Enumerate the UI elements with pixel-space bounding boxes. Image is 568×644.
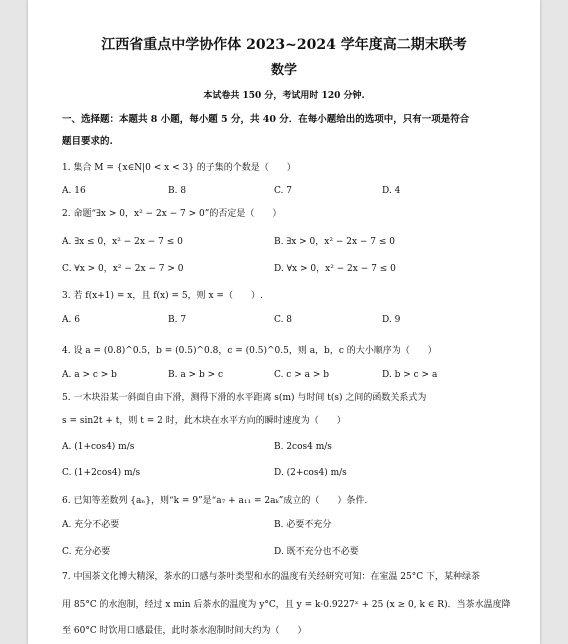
question-2-stem: 2. 命题“∃x > 0，x² − 2x − 7 > 0”的否定是（ ） xyxy=(62,209,282,219)
question-1-option-a: A. 16 xyxy=(62,186,86,196)
question-3-option-a: A. 6 xyxy=(62,315,80,325)
question-4-option-d: D. b > c > a xyxy=(382,370,438,380)
question-5-option-a: A. (1+cos4) m/s xyxy=(62,442,135,452)
question-4-option-a: A. a > c > b xyxy=(62,370,117,380)
question-6-option-a: A. 充分不必要 xyxy=(62,520,120,530)
question-5-option-b: B. 2cos4 m/s xyxy=(274,442,332,452)
question-7-stem-line2: 用 85°C 的水泡制，经过 x min 后茶水的温度为 y°C，且 y = k·0.9227ˣ + 25 (x ≥ 0, k ∈ R)．当茶水温度降 xyxy=(62,600,511,610)
question-6-stem: 6. 已知等差数列 {aₙ}，则“k = 9”是“a₇ + a₁₁ = 2aₖ”成立的（ ）条件. xyxy=(62,496,368,506)
document-page xyxy=(28,0,540,644)
question-4-stem: 4. 设 a = (0.8)^0.5，b = (0.5)^0.8，c = (0.5)^0.5，则 a，b，c 的大小顺序为（ ） xyxy=(62,346,437,356)
question-6-option-d: D. 既不充分也不必要 xyxy=(274,547,359,557)
question-3-stem: 3. 若 f(x+1) = x，且 f(x) = 5，则 x =（ ）. xyxy=(62,291,263,301)
exam-title: 江西省重点中学协作体 2023~2024 学年度高二期末联考 xyxy=(101,37,467,53)
exam-info: 本试卷共 150 分，考试用时 120 分钟. xyxy=(203,91,365,101)
question-5-stem: 5. 一木块沿某一斜面自由下滑，测得下滑的水平距离 s(m) 与时间 t(s) 之间的函数关系式为 xyxy=(62,393,427,403)
question-5-option-c: C. (1+2cos4) m/s xyxy=(62,468,141,478)
question-3-option-d: D. 9 xyxy=(382,315,401,325)
question-6-option-c: C. 充分必要 xyxy=(62,547,111,557)
viewer-margin-left xyxy=(0,0,28,644)
question-2-option-d: D. ∀x > 0，x² − 2x − 7 ≤ 0 xyxy=(274,264,396,274)
question-7-stem: 7. 中国茶文化博大精深，茶水的口感与茶叶类型和水的温度有关经研究可知：在室温 25°C 下，某种绿茶 xyxy=(62,572,481,582)
question-7-stem-line3: 至 60°C 时饮用口感最佳，此时茶水泡制时间大约为（ ） xyxy=(62,626,307,636)
section-heading-line1: 一、选择题：本题共 8 小题，每小题 5 分，共 40 分．在每小题给出的选项中，只有一项是符合 xyxy=(62,114,470,125)
exam-subject: 数学 xyxy=(270,63,297,78)
question-4-option-c: C. c > a > b xyxy=(274,370,329,380)
question-2-option-b: B. ∃x > 0，x² − 2x − 7 ≤ 0 xyxy=(274,237,396,247)
question-2-option-a: A. ∃x ≤ 0，x² − 2x − 7 ≤ 0 xyxy=(62,237,183,247)
question-5-stem-line2: s = sin2t + t，则 t = 2 时，此木块在水平方向的瞬时速度为（ ） xyxy=(62,416,346,426)
question-1-stem: 1. 集合 M = {x∈N|0 < x < 3} 的子集的个数是（ ） xyxy=(62,163,296,173)
question-3-option-c: C. 8 xyxy=(274,315,293,325)
question-5-option-d: D. (2+cos4) m/s xyxy=(274,468,347,478)
viewer-margin-right xyxy=(540,0,568,644)
question-3-option-b: B. 7 xyxy=(168,315,187,325)
question-2-option-c: C. ∀x > 0，x² − 2x − 7 > 0 xyxy=(62,264,184,274)
question-4-option-b: B. a > b > c xyxy=(168,370,224,380)
section-heading-line2: 题目要求的. xyxy=(62,136,113,147)
question-1-option-c: C. 7 xyxy=(274,186,293,196)
question-1-option-b: B. 8 xyxy=(168,186,187,196)
question-6-option-b: B. 必要不充分 xyxy=(274,520,332,530)
question-1-option-d: D. 4 xyxy=(382,186,401,196)
